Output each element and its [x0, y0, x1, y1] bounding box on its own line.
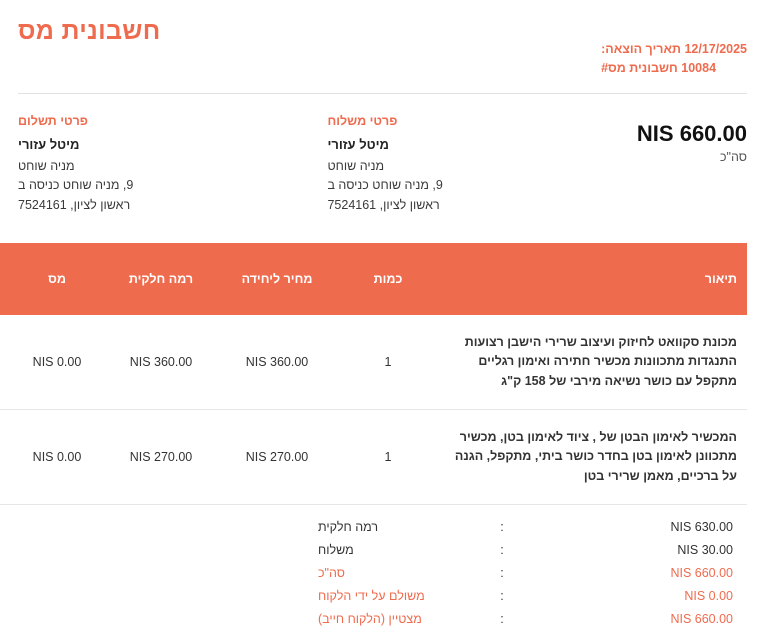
shipping-address-line-2: 9, מניה שוחט כניסה ב	[327, 178, 443, 193]
table-row	[0, 315, 747, 410]
summary-row-balance-due	[18, 607, 747, 630]
invoice-number-label: חשבונית מס#	[601, 61, 678, 76]
column-header-unit-price: מחיר ליחידה	[219, 243, 335, 315]
summary-row-paid	[18, 584, 747, 607]
grand-total-amount: NIS 660.00	[636, 120, 747, 146]
item-quantity: 1	[335, 410, 441, 505]
totals-summary	[18, 515, 747, 630]
table-header-row	[0, 243, 747, 315]
grand-total-block	[637, 114, 747, 164]
parties-and-total	[18, 94, 747, 235]
item-unit-price: NIS 270.00	[219, 410, 335, 505]
summary-row-shipping	[18, 538, 747, 561]
summary-separator: :	[500, 519, 504, 534]
shipping-customer-name: מיטל עזורי	[327, 136, 389, 152]
item-description: מכונת סקוואט לחיזוק ועיצוב שרירי הישבן רצועות התנגדות מתכוונות מכשיר חתירה ואימון רגליים מתקפל עם כושר נשיאה מירבי של 158 ק"ג	[441, 315, 747, 410]
payment-details-heading: פרטי תשלום	[18, 113, 88, 128]
summary-separator: :	[500, 588, 504, 603]
shipping-details-heading: פרטי משלוח	[327, 113, 398, 128]
invoice-number-value: 10084	[681, 61, 717, 76]
column-header-tax: מס	[11, 243, 103, 315]
invoice-number-line	[601, 59, 747, 78]
grand-total-label: סה"כ	[720, 149, 747, 164]
table-row	[0, 410, 747, 505]
summary-separator: :	[500, 611, 504, 626]
item-subtotal: NIS 270.00	[103, 410, 219, 505]
item-subtotal: NIS 360.00	[103, 315, 219, 410]
summary-label-balance-due: מצטיין (הלקוח חייב)	[318, 611, 422, 626]
item-description: המכשיר לאימון הבטן של , ציוד לאימון בטן, מכשיר מתכוונן לאימון בטן בחדר כושר ביתי, מתקפל, הגנה על ברכיים, מאמן שרירי בטן	[441, 410, 747, 505]
payment-details-block	[18, 114, 208, 215]
shipping-address-line-3: ראשון לציון, 7524161	[327, 197, 440, 212]
shipping-details-block	[327, 114, 517, 215]
summary-amount-balance-due: NIS 660.00	[670, 611, 733, 626]
payment-customer-name: מיטל עזורי	[18, 136, 80, 152]
summary-separator: :	[500, 542, 504, 557]
summary-label-paid: משולם על ידי הלקוח	[318, 588, 425, 603]
item-tax: NIS 0.00	[11, 410, 103, 505]
summary-amount-paid: NIS 0.00	[684, 588, 733, 603]
column-header-subtotal: רמה חלקית	[103, 243, 219, 315]
issue-date-label: תאריך הוצאה:	[601, 42, 681, 56]
document-header	[18, 0, 747, 94]
page-title: חשבונית מס	[18, 17, 161, 45]
summary-row-subtotal	[18, 515, 747, 538]
summary-label-total: סה"כ	[318, 565, 345, 580]
item-quantity: 1	[335, 315, 441, 410]
summary-label-subtotal: רמה חלקית	[318, 519, 379, 534]
item-total	[0, 315, 11, 410]
line-items-table	[0, 243, 747, 505]
summary-amount-subtotal: NIS 630.00	[670, 519, 733, 534]
issue-date-line	[601, 40, 747, 59]
item-tax: NIS 0.00	[11, 315, 103, 410]
summary-amount-total: NIS 660.00	[670, 565, 733, 580]
payment-address-line-1: מניה שוחט	[18, 158, 75, 173]
payment-address-line-2: 9, מניה שוחט כניסה ב	[18, 178, 134, 193]
summary-separator: :	[500, 565, 504, 580]
summary-amount-shipping: NIS 30.00	[677, 542, 733, 557]
column-header-quantity: כמות	[335, 243, 441, 315]
shipping-address-line-1: מניה שוחט	[327, 158, 385, 173]
line-items-header	[0, 243, 747, 315]
summary-row-total	[18, 561, 747, 584]
column-header-description: תיאור	[441, 243, 747, 315]
column-header-total	[0, 243, 11, 315]
invoice-meta	[601, 18, 747, 79]
issue-date-value: 12/17/2025	[684, 42, 747, 56]
summary-label-shipping: משלוח	[318, 542, 354, 557]
item-total	[0, 410, 11, 505]
line-items-body	[0, 315, 747, 505]
item-unit-price: NIS 360.00	[219, 315, 335, 410]
payment-address-line-3: ראשון לציון, 7524161	[18, 197, 131, 212]
